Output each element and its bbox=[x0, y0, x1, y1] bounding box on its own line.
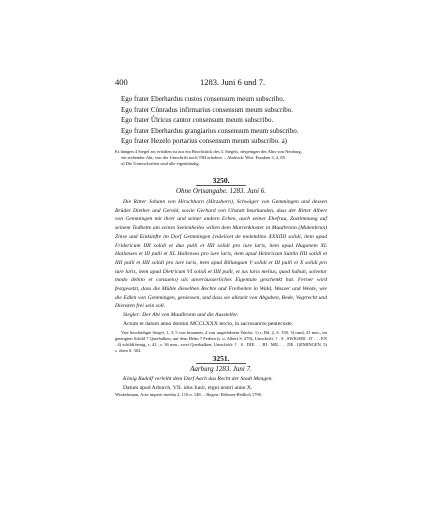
document-3250 bbox=[115, 176, 327, 354]
signature-line: Ego frater Eberhardus custos consensum meum subscribo. bbox=[121, 95, 285, 103]
datum-line: Datum apud Arburch, VII. idus Iunii, regni nostri anno X. bbox=[123, 384, 253, 391]
document-number: 3251. bbox=[212, 354, 230, 363]
edition-note: Winkelmann, Acta imperii inedita 2, 116 n. 148. – Regest: Böhmer-Redlich 1790. bbox=[115, 392, 263, 398]
signature-line: Ego frater Cůnradus infirmarius consensum meum subscribo. bbox=[121, 105, 294, 114]
seal-note: Es hängen 4 Siegel an; erhalten ist nur ein Bruchstück des 3. Siegels, desjenigen des Abts von Neuburg, bbox=[115, 149, 302, 154]
sealers: Siegler: Der Abt von Maulbronn und die Aussteller. bbox=[123, 312, 239, 319]
page-number: 400 bbox=[115, 77, 128, 87]
place-date: Ohne Ortsangabe. 1283. Juni 6. bbox=[175, 187, 267, 195]
footnote: a) Die Unterschriften sind alle eigenhändig. bbox=[121, 161, 200, 166]
divider bbox=[196, 185, 246, 186]
note-3249 bbox=[115, 149, 327, 167]
regest: König Rudolf verleiht dem Dorf Aach das Recht der Stadt Mengen. bbox=[123, 376, 273, 382]
document-3251 bbox=[115, 354, 327, 398]
document-number: 3250. bbox=[212, 176, 230, 185]
seal-note: ein stehender Abt, von der Umschrift noch THI erhalten. – Abdruck: Wirt. Franken 3, 2, 85. bbox=[121, 155, 286, 160]
signature-list bbox=[115, 94, 327, 147]
seal-note: Vier beschädigte Siegel, 1, 3, 5 von braunem, 4 von ungefärbtem Wachs: 1) s. Bd. 2, S. 150. 3) rund, 41 mm., im geneigten Schild 7 Querbalken, auf dem Helm 7 Federn (s. u. Albert S. 270); Umschrift: † . S . SWIGERI . D' . . . EN . 4) schildförmig, s. 42 ; s. 36 mm., zwei Querbalken; Umschrift: † . S . DIE . . . RI . MIL . . . DE . GEMINGEN. 5) s. oben S. 302. bbox=[115, 329, 327, 353]
divider bbox=[196, 363, 246, 364]
datum-line: Actum et datum anno domini MCCLXXX tercio, in sacrosancto pentecoste. bbox=[123, 320, 294, 327]
signature-line: Ego frater Hezelo portarius consensum meum subscribo. a) bbox=[121, 137, 288, 145]
regest: Die Ritter Johann von Hirschhorn (Hirzshorn), Schwäger von Gemmingen und dessen Brüder Diether und Gerold, sowie Gerhard von Ubstatt beurkunden, dass der Ritter Albert von Gemmingen mit ihrer und seiner andern Erben, auch seiner Ehefrau, Zustimmung auf seinem Todbette um seines Seelenheiles willen dem Marienkloster in Maulbronn (Mulenbrun) Zinse und Einkünfte im Dorf Gemmingen (videlicet de molendino XXXIIII solidi, item apud Fridericum IIII solidi et duo pulli et IIII solidi pro iure laris, item apud Hugonem XL Hallenses et III pulli et XL Hallenses pro iure laris, item apud Heinricum Sunlin IIII solidi et IIII pulli et IIII solidi pro iure laris, item apud Billungum V solidi et III pulli et X solidi pro iure laris, item apud Dietricum VI solidi et IIII pulli, et ius laris melius, quod habuit, solvetur modo debito et consueto) als unveräusserliches Eigentum geschenkt hat. Ferner wird festgesetzt, dass die Mühle dieselben Rechte und Freiheiten in Wald, Wasser und Weide, wie die Edlen von Gemmingen, geniessen, und dass sie allezeit von Abgaben, Bede, Vogtrecht und Diensten frei sein soll. bbox=[115, 199, 327, 310]
running-head: 1283. Juni 6 und 7. bbox=[200, 77, 266, 87]
place-date: Aarburg 1283. Juni 7. bbox=[190, 365, 252, 373]
signature-line: Ego frater Eberhardus grangiarius consensum meum subscribo. bbox=[121, 126, 299, 135]
signature-line: Ego frater Ůlricus cantor consensum meum subscribo. bbox=[121, 116, 274, 124]
